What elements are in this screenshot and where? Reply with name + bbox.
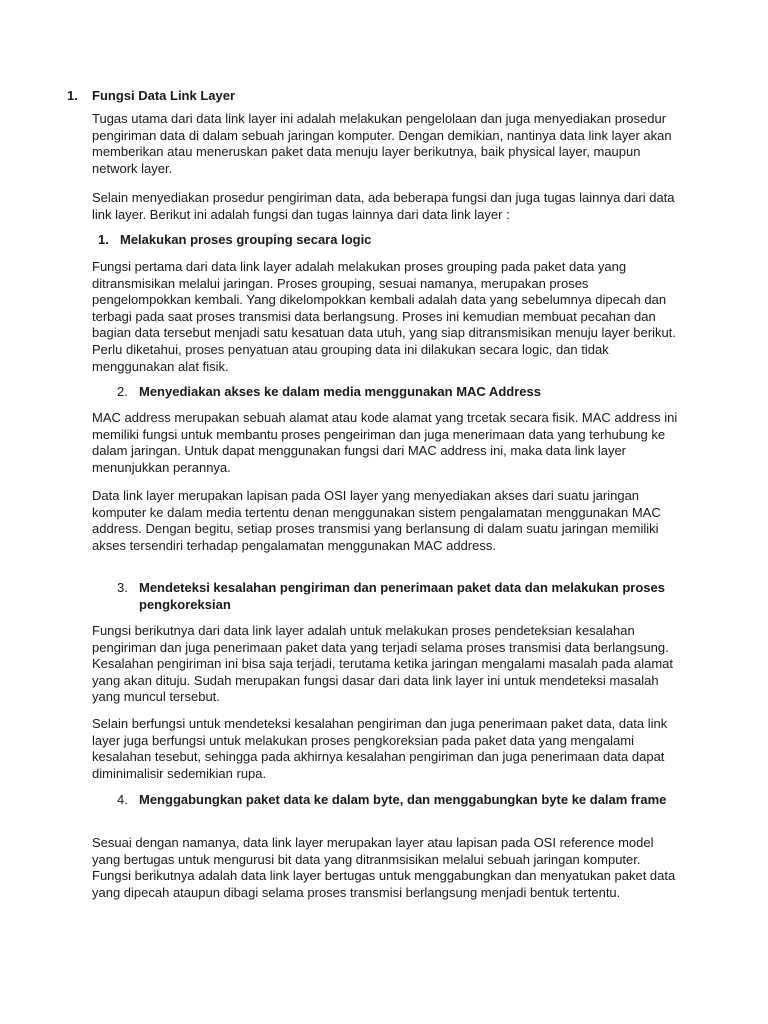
item-1-paragraph: Fungsi pertama dari data link layer adalah melakukan proses grouping pada paket data yang ditransmisikan melalui jaringan. Proses grouping, sesuai namanya, merupakan proses pengelompokkan kembali. Yang dikelompokkan kembali adalah data yang sebelumnya dipecah dan terbagi pada saat proses transmisi data berlangsung. Proses ini kemudian membuat pecahan dan bagian data tersebut menjadi satu kesatuan data utuh, yang siap ditransmisikan menuju layer berikut. Perlu diketahui, proses penyatuan atau grouping data ini dilakukan secara logic, dan tidak menggunakan alat fisik. [92, 259, 676, 374]
subheading-number: 4. [117, 792, 128, 807]
subheading-3 [117, 580, 667, 613]
subheading-4 [117, 792, 682, 809]
subheading-number: 1. [98, 232, 109, 247]
subheading-title: Menggabungkan paket data ke dalam byte, dan menggabungkan byte ke dalam frame [139, 792, 667, 807]
subheading-title: Menyediakan akses ke dalam media menggunakan MAC Address [139, 384, 541, 399]
section-title: Fungsi Data Link Layer [92, 88, 236, 103]
subheading-1 [98, 232, 658, 249]
intro-paragraph: Selain menyediakan prosedur pengiriman data, ada beberapa fungsi dan juga tugas lainnya dari data link layer. Berikut ini adalah fungsi dan tugas lainnya dari data link layer : [92, 190, 675, 222]
subheading-number: 3. [117, 580, 128, 595]
section-heading [67, 88, 235, 103]
subheading-2 [117, 384, 677, 401]
item-2-paragraph: Data link layer merupakan lapisan pada OSI layer yang menyediakan akses dari suatu jaringan komputer ke dalam media tertentu denan menggunakan sistem pengalamatan menggunakan MAC address. Dengan begitu, setiap proses transmisi yang berlansung di dalam suatu jaringan memiliki akses tersendiri terhadap pengalamatan menggunakan MAC address. [92, 488, 661, 553]
item-3-paragraph: Fungsi berikutnya dari data link layer adalah untuk melakukan proses pendeteksian kesalahan pengiriman dan juga penerimaan paket data yang terjadi selama proses transmisi data berlangsung. Kesalahan pengiriman ini bisa saja terjadi, terutama ketika jaringan mengalami masalah pada alamat yang akan dituju. Sudah merupakan fungsi dasar dari data link layer ini untuk mendeteksi masalah yang muncul tersebut. [92, 623, 673, 705]
intro-paragraph: Tugas utama dari data link layer ini adalah melakukan pengelolaan dan juga menyediakan prosedur pengiriman data di dalam sebuah jaringan komputer. Dengan demikian, nantinya data link layer akan memberikan atau meneruskan paket data menuju layer berikutnya, baik physical layer, maupun network layer. [92, 111, 672, 176]
item-4-paragraph: Sesuai dengan namanya, data link layer merupakan layer atau lapisan pada OSI reference model yang bertugas untuk mengurusi bit data yang ditranmsisikan melalui sebuah jaringan komputer. Fungsi berikutnya adalah data link layer bertugas untuk menggabungkan dan menyatukan paket data yang dipecah ataupun dibagi selama proses transmisi berlangsung menjadi bentuk tertentu. [92, 835, 676, 900]
subheading-title: Mendeteksi kesalahan pengiriman dan penerimaan paket data dan melakukan proses pengkoreksian [139, 580, 665, 612]
item-3-paragraph: Selain berfungsi untuk mendeteksi kesalahan pengiriman dan juga penerimaan paket data, data link layer juga berfungsi untuk melakukan proses pengkoreksian pada paket data yang mengalami kesalahan tesebut, sehingga pada akhirnya kesalahan pengiriman dan juga penerimaan data dapat diminimalisir sedemikian rupa. [92, 716, 668, 781]
section-number: 1. [67, 88, 78, 103]
item-2-paragraph: MAC address merupakan sebuah alamat atau kode alamat yang trcetak secara fisik. MAC address ini memiliki fungsi untuk membantu proses pengeiriman dan juga menerimaan data yang terhubung ke dalam jaringan. Untuk dapat menggunakan fungsi dari MAC address ini, maka data link layer menunjukkan perannya. [92, 410, 678, 475]
subheading-title: Melakukan proses grouping secara logic [120, 232, 372, 247]
subheading-number: 2. [117, 384, 128, 399]
